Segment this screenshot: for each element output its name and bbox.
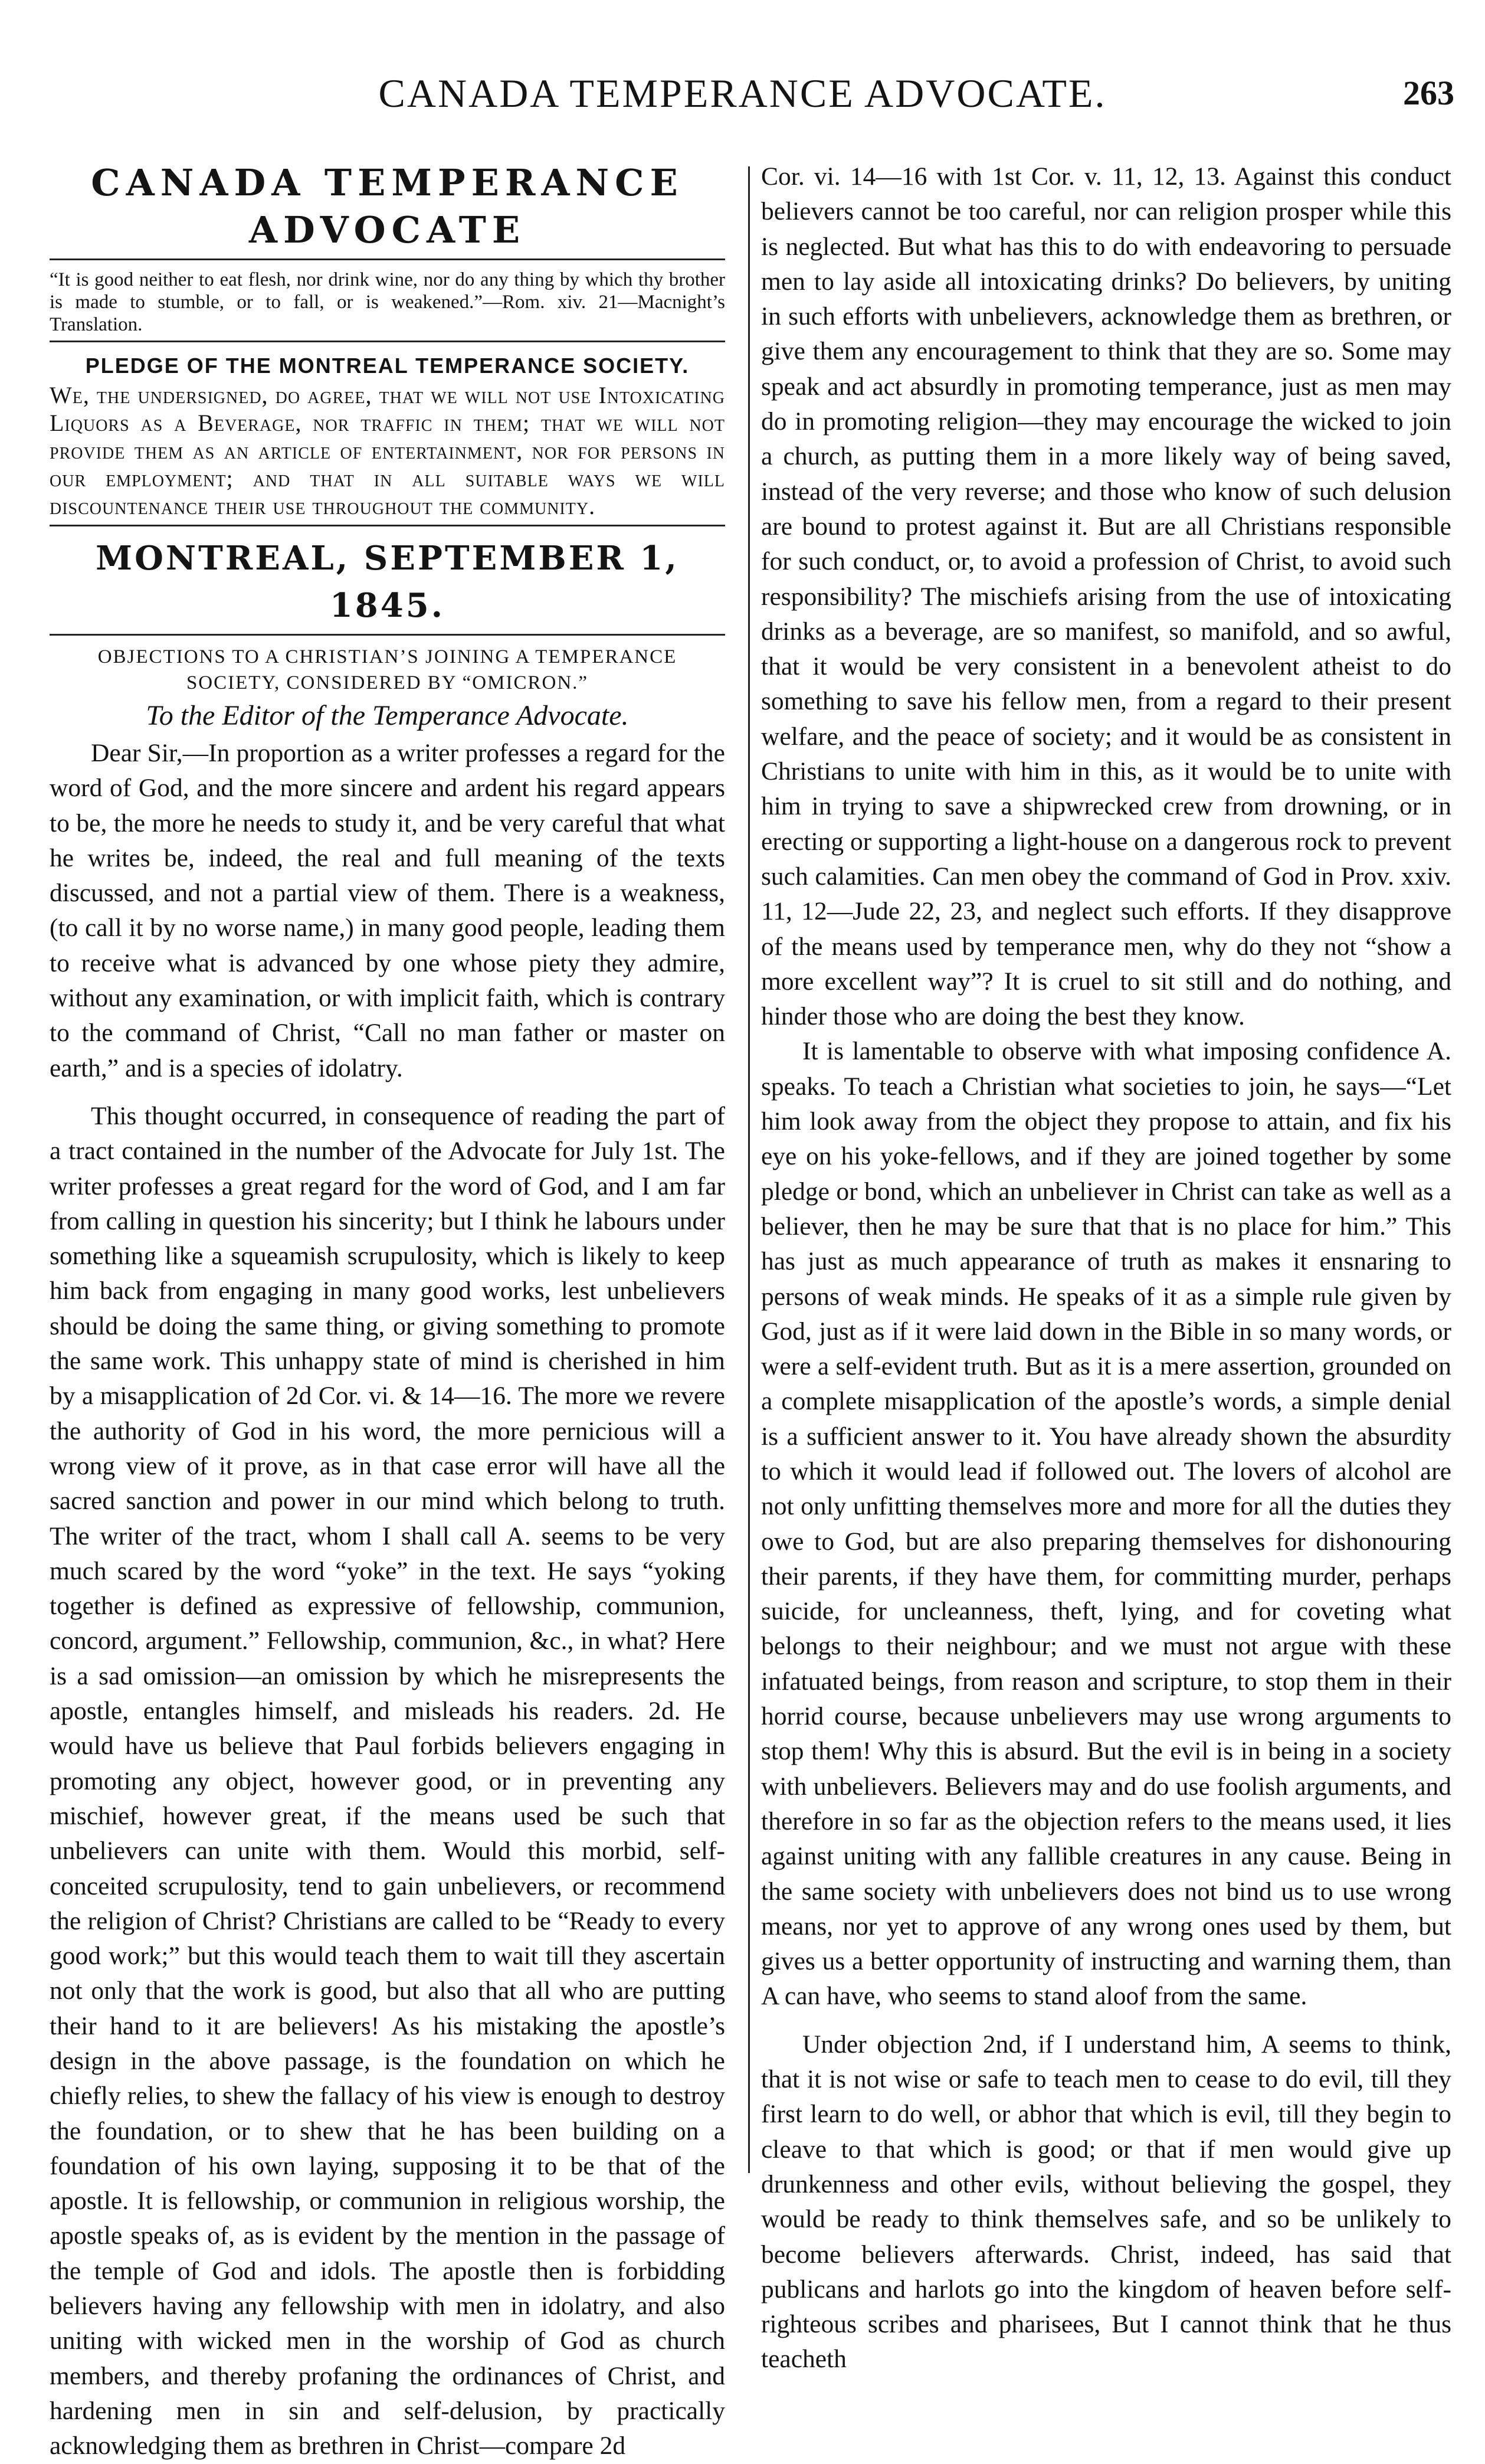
pledge-rule [50,525,725,526]
column-divider [748,166,750,2173]
article-paragraph: It is lamentable to observe with what imposing confidence A. speaks. To teach a Christian what societies to join, he says—“Let him look away from the object they propose to attain, and fix his eye on his yoke-fellows, and if they are joined together by some pledge or bond, which an unbeliever in Christ can take as well as a believer, then he may be sure that that is no place for him.” This has just as much appearance of truth as makes it ensnaring to persons of weak minds. He speaks of it as a simple rule given by God, just as if it were laid down in the Bible in so many words, or were a self-evident truth. But as it is a mere assertion, grounded on a complete misapplication of the apostle’s words, a simple denial is a sufficient answer to it. You have already shown the absurdity to which it would lead if followed out. The lovers of alcohol are not only unfitting themselves more and more for all the duties they owe to God, but are also preparing themselves for dishonouring their parents, if they have them, for committing murder, perhaps suicide, for uncleanness, theft, lying, and for coveting what belongs to their neighbour; and we must not argue with these infatuated beings, from reason and scripture, to stop them in their horrid course, because unbelievers may use wrong arguments to stop them! Why this is absurd. But the evil is in being in a society with unbelievers. Believers may and do use foolish arguments, and therefore in so far as the objection refers to the means used, it lies against uniting with any fallible creatures in any cause. Being in the same society with unbelievers does not bind us to use wrong means, nor yet to approve of any wrong ones used by them, but gives us a better opportunity of instructing and warning them, than A can have, who seems to stand aloof from the same. [761,1037,1451,2011]
running-head [0,70,1485,117]
dateline-rule [50,634,725,636]
article-paragraph: Cor. vi. 14—16 with 1st Cor. v. 11, 12, 13. Against this conduct believers cannot be too careful, nor can religion prosper while this is neglected. But what has this to do with endeavoring to persuade men to lay aside all intoxicating drinks? Do believers, by uniting in such efforts with unbelievers, acknowledge them as brethren, or give them any encouragement to think that they are so. Some may speak and act absurdly in promoting temperance, just as men may do in promoting religion—they may encourage the wicked to join a church, as putting them in a more likely way of being saved, instead of the very reverse; and those who know of such delusion are bound to protest against it. But are all Christians responsible for such conduct, or, to avoid a profession of Christ, to avoid such responsibility? The mischiefs arising from the use of intoxicating drinks as a beverage, are so manifest, so manifold, and so awful, that it would be very consistent in a benevolent atheist to do something to save his fellow men, from a regard to their present welfare, and the peace of society; and it would be as consistent in Christians to unite with him in this, as it would be to unite with him in trying to save a shipwrecked crew from drowning, or in erecting or supporting a light-house on a dangerous rock to prevent such calamities. Can men obey the command of God in Prov. xxiv. 11, 12—Jude 22, 23, and neglect such efforts. If they disapprove of the means used by temperance men, why do they not “show a more excellent way”? It is cruel to sit still and do nothing, and hinder those who are doing the best they know. [761,162,1451,1031]
masthead-rule [50,258,725,260]
right-column [761,159,1451,2377]
article-paragraph: Dear Sir,—In proportion as a writer professes a regard for the word of God, and the more sincere and ardent his regard appears to be, the more he needs to study it, and be very careful that what he writes be, indeed, the real and full meaning of the texts discussed, and not a partial view of them. There is a weakness, (to call it by no worse name,) in many good people, leading them to receive what is advanced by one whose piety they admire, without any examination, or with implicit faith, which is contrary to the command of Christ, “Call no man father or master on earth,” and is a species of idolatry. [50,739,725,1082]
pledge-title: PLEDGE OF THE MONTREAL TEMPERANCE SOCIETY. [85,354,690,378]
pledge-text: We, the undersigned, do agree, that we will not use Intoxicating Liquors as a Beverage, nor traffic in them; that we will not provide them as an article of entertainment, nor for persons in our employment; and that in all suitable ways we will discountenance their use throughout the community. [50,382,725,519]
running-title: CANADA TEMPERANCE ADVOCATE. [378,71,1107,116]
article-paragraph: This thought occurred, in consequence of reading the part of a tract contained in the number of the Advocate for July 1st. The writer professes a great regard for the word of God, and I am far from calling in question his sincerity; but I think he labours under something like a squeamish scrupulosity, which is likely to keep him back from engaging in many good works, lest unbelievers should be doing the same thing, or giving something to promote the same work. This unhappy state of mind is cherished in him by a misapplication of 2d Cor. vi. & 14—16. The more we revere the authority of God in his word, the more pernicious will a wrong view of it prove, as in that case error will have all the sacred sanction and power in our mind which belong to truth. The writer of the tract, whom I shall call A. seems to be very much scared by the word “yoke” in the text. He says “yoking together is defined as expressive of fellowship, communion, concord, argument.” Fellowship, communion, &c., in what? Here is a sad omission—an omission by which he misrepresents the apostle, entangles himself, and misleads his readers. 2d. He would have us believe that Paul forbids believers engaging in promoting any object, however good, or in preventing any mischief, however great, if the means used be such that unbelievers can unite with them. Would this morbid, self-conceited scrupulosity, tend to gain unbelievers, or recommend the religion of Christ? Christians are called to be “Ready to every good work;” but this would teach them to wait till they ascertain not only that the work is good, but also that all who are putting their hand to it are believers! As his mistaking the apostle’s design in the above passage, is the foundation on which he chiefly relies, to shew the fallacy of his view is enough to destroy the foundation, or to shew that he has been building on a foundation of his own laying, supposing it to be that of the apostle. It is fellowship, or communion in religious worship, the apostle speaks of, as is evident by the mention in the passage of the temple of God and idols. The apostle then is forbidding believers having any fellowship with men in idolatry, and also uniting with wicked men in the worship of God as church members, and thereby profaning the ordinances of Christ, and hardening men in sin and self-delusion, by practically acknowledging them as brethren in Christ—compare 2d [50,1101,725,2460]
left-column [50,159,725,2464]
masthead: CANADA TEMPERANCE ADVOCATE [91,161,684,251]
page-number: 263 [1403,74,1454,112]
article-paragraph: Under objection 2nd, if I understand him, A seems to think, that it is not wise or safe to teach men to cease to do evil, till they first learn to do well, or abhor that which is evil, till they begin to cleave to that which is good; or that if men would give up drunkenness and other evils, without believing the gospel, they would be ready to think themselves safe, and so be unlikely to become believers afterwards. Christ, indeed, has said that publicans and harlots go into the kingdom of heaven before self-righteous scribes and pharisees, But I cannot think that he thus teacheth [761,2030,1451,2374]
article-heading: OBJECTIONS TO A CHRISTIAN’S JOINING A TEMPERANCE SOCIETY, CONSIDERED BY “OMICRON.” [97,646,677,693]
epigraph-rule [50,341,725,342]
letter-address: To the Editor of the Temperance Advocate. [146,700,629,731]
dateline: MONTREAL, SEPTEMBER 1, 1845. [96,539,679,625]
epigraph: “It is good neither to eat flesh, nor drink wine, nor do any thing by which thy brother is made to stumble, or to fall, or is weakened.”—Rom. xiv. 21—Macnight’s Translation. [50,269,725,335]
